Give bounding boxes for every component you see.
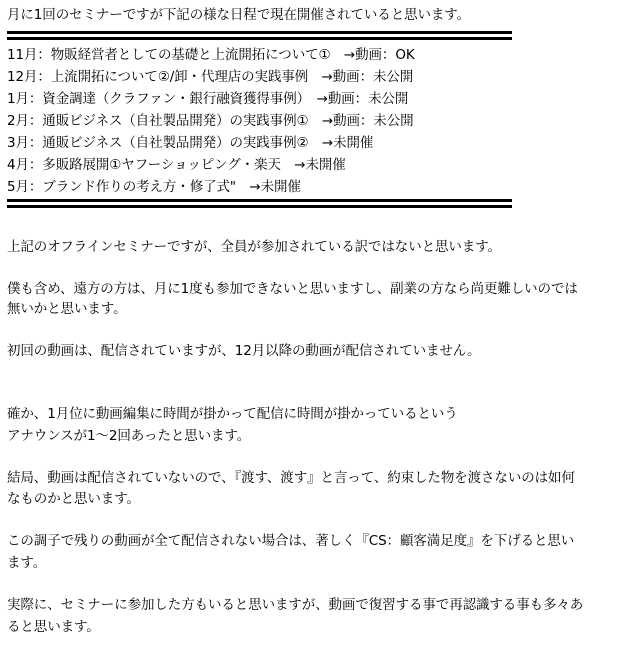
paragraph-line: 初回の動画は、配信されていますが、12月以降の動画が配信されていません。 xyxy=(7,343,481,359)
double-rule-bottom xyxy=(7,199,512,208)
schedule-item-12: 12月：上流開拓について②/卸・代理店の実践事例 →動画：未公開 xyxy=(7,69,414,85)
paragraph-line: なものかと思います。 xyxy=(7,491,140,507)
schedule-item-2: 2月：通販ビジネス（自社製品開発）の実践事例① →動画：未公開 xyxy=(7,113,414,129)
schedule-item-4: 4月：多販路展開①ヤフーショッピング・楽天 →未開催 xyxy=(7,157,346,173)
schedule-item-5: 5月：ブランド作りの考え方・修了式" →未開催 xyxy=(7,179,301,195)
intro-text: 月に1回のセミナーですが下記の様な日程で現在開催されていると思います。 xyxy=(7,7,471,23)
paragraph-line: 確か、1月位に動画編集に時間が掛かって配信に時間が掛かっているという xyxy=(7,406,458,422)
schedule-item-3: 3月：通販ビジネス（自社製品開発）の実践事例② →未開催 xyxy=(7,135,374,151)
paragraph-line: 無いかと思います。 xyxy=(7,301,127,317)
paragraph-line: 上記のオフラインセミナーですが、全員が参加されている訳ではないと思います。 xyxy=(7,239,501,255)
paragraph-line: ます。 xyxy=(7,555,47,571)
schedule-item-11: 11月：物販経営者としての基礎と上流開拓について① →動画：OK xyxy=(7,47,415,63)
paragraph-line: 僕も含め、遠方の方は、月に1度も参加できないと思いますし、副業の方なら尚更難しいのでは xyxy=(7,281,578,297)
paragraph-line: 結局、動画は配信されていないので、『渡す、渡す』と言って、約束した物を渡さないのは如何 xyxy=(7,470,575,486)
paragraph-line: この調子で残りの動画が全て配信されない場合は、著しく『CS：顧客満足度』を下げると思い xyxy=(7,533,575,549)
paragraph-line: 実際に、セミナーに参加した方もいると思いますが、動画で復習する事で再認識する事も多々あ xyxy=(7,597,584,613)
schedule-item-1: 1月：資金調達（クラファン・銀行融資獲得事例） →動画：未公開 xyxy=(7,91,409,107)
paragraph-line: ると思います。 xyxy=(7,619,100,635)
double-rule-top xyxy=(7,31,512,40)
paragraph-line: アナウンスが1～2回あったと思います。 xyxy=(7,428,251,444)
